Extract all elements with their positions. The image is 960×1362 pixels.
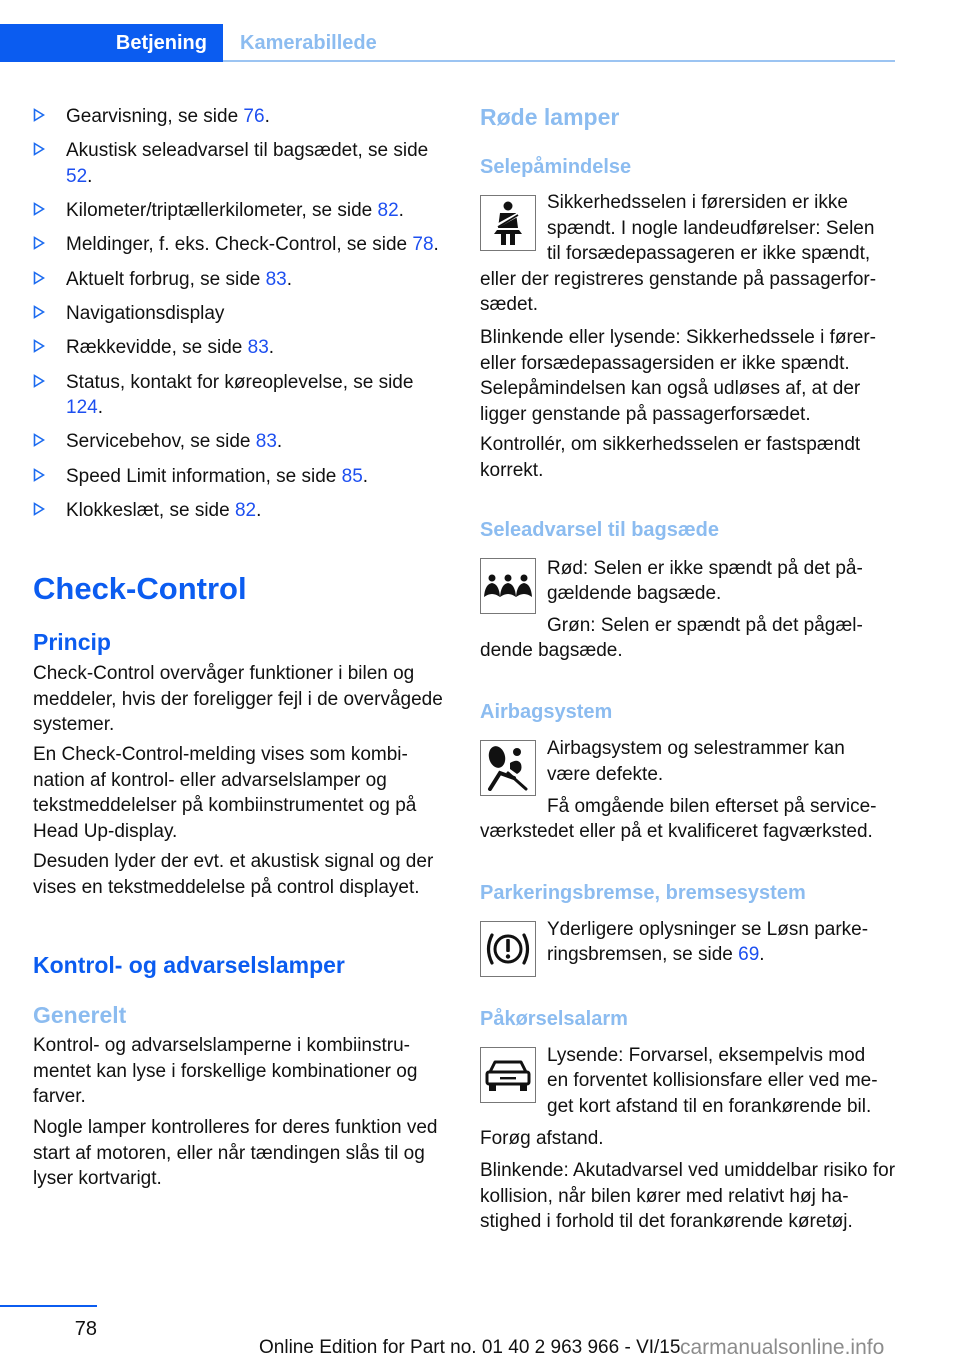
airbag-line-1: Airbagsystem og selestrammer kan bbox=[547, 738, 845, 759]
princip-paragraph-1: Check-Control overvåger funktioner i bilen og meddeler, hvis der foreligger fejl i de overvågede systemer. bbox=[33, 663, 443, 735]
list-item: Speed Limit information, se side 85. bbox=[33, 464, 453, 490]
page-link[interactable]: 83 bbox=[255, 431, 277, 453]
list-item: Akustisk seleadvarsel til bagsædet, se side 52. bbox=[33, 138, 453, 189]
selepaamindelse-line-2: spændt. I nogle landeudførelser: Selen bbox=[547, 218, 875, 239]
list-item: Kilometer/triptællerkilometer, se side 82. bbox=[33, 198, 453, 224]
page-link[interactable]: 78 bbox=[412, 234, 434, 256]
airbag-line-2: være defekte. bbox=[547, 764, 664, 785]
triangle-bullet-icon bbox=[33, 236, 47, 252]
paakoerselsalarm-paragraph-3: Blinkende: Akutadvarsel ved umiddelbar risiko for kollision, når bilen kører med relativt høj hastighed i forhold til det forankørende køretøj. bbox=[480, 1160, 896, 1232]
seleadvarsel-line-1: Rød: Selen er ikke spændt på det på- bbox=[547, 558, 863, 579]
list-item: Servicebehov, se side 83. bbox=[33, 429, 453, 455]
list-item: Gearvisning, se side 76. bbox=[33, 104, 453, 130]
parkeringsbremse-line-1: Yderligere oplysninger se Løsn parke- bbox=[547, 919, 869, 940]
triangle-bullet-icon bbox=[33, 433, 47, 449]
list-item: Status, kontakt for køreoplevelse, se side 124. bbox=[33, 370, 453, 421]
page-link[interactable]: 82 bbox=[234, 499, 257, 521]
seleadvarsel-line-2: gældende bagsæde. bbox=[547, 583, 722, 604]
heading-selepaamindelse: Selepåmindelse bbox=[480, 156, 632, 178]
triangle-bullet-icon bbox=[33, 305, 47, 321]
seleadvarsel-line-4: dende bagsæde. bbox=[480, 640, 623, 661]
general-paragraph-1: Kontrol- og advarselslamperne i kombiinstrumentet kan lyse i forskellige kombinationer og farver. bbox=[33, 1035, 418, 1107]
page-link[interactable]: 52 bbox=[66, 165, 88, 187]
selepaamindelse-paragraph-2: Blinkende eller lysende: Sikkerhedssele i fører- eller forsædepassagersiden er ikke spændt. Selepåmindelsen kan også udløses af, at der ligger genstande på passagerforsædet. bbox=[480, 327, 877, 425]
seatbelt-icon bbox=[480, 195, 536, 251]
page-link[interactable]: 83 bbox=[265, 268, 287, 290]
triangle-bullet-icon bbox=[33, 502, 47, 518]
list-item: Meldinger, f. eks. Check-Control, se side 78. bbox=[33, 232, 453, 258]
tab-kamerabillede[interactable]: Kamerabillede bbox=[240, 32, 377, 54]
page-link[interactable]: 85 bbox=[341, 465, 363, 487]
seleadvarsel-line-3: Grøn: Selen er spændt på det pågæl- bbox=[547, 615, 863, 636]
airbag-icon bbox=[480, 740, 536, 796]
paakoerselsalarm-line-1: Lysende: Forvarsel, eksempelvis mod bbox=[547, 1045, 866, 1066]
heading-seleadvarsel-bagsaede: Seleadvarsel til bagsæde bbox=[480, 519, 720, 541]
footer-divider bbox=[0, 1305, 97, 1307]
selepaamindelse-line-3: til forsædepassageren er ikke spændt, bbox=[547, 243, 871, 264]
brake-warning-icon bbox=[480, 921, 536, 977]
triangle-bullet-icon bbox=[33, 339, 47, 355]
airbag-line-4: værkstedet eller på et kvalificeret fagværksted. bbox=[480, 821, 873, 842]
rear-seat-belt-icon bbox=[480, 558, 536, 614]
header-divider bbox=[223, 60, 895, 62]
section-title-check-control: Check-Control bbox=[33, 571, 247, 606]
display-items-list bbox=[33, 104, 453, 532]
page-link[interactable]: 124 bbox=[66, 397, 98, 419]
paakoerselsalarm-line-3: get kort afstand til en forankørende bil. bbox=[547, 1096, 872, 1117]
selepaamindelse-paragraph-3: Kontrollér, om sikkerhedsselen er fastspændt korrekt. bbox=[480, 434, 861, 481]
triangle-bullet-icon bbox=[33, 271, 47, 287]
heading-paakoerselsalarm: Påkørselsalarm bbox=[480, 1008, 628, 1030]
page-link[interactable]: 82 bbox=[377, 200, 399, 222]
selepaamindelse-line-1: Sikkerhedsselen i førersiden er ikke bbox=[547, 192, 848, 213]
triangle-bullet-icon bbox=[33, 108, 47, 124]
selepaamindelse-line-4: eller der registreres genstande på passagerfor- bbox=[480, 269, 877, 290]
page-number: 78 bbox=[74, 1318, 97, 1340]
page-link[interactable]: 83 bbox=[247, 337, 269, 359]
triangle-bullet-icon bbox=[33, 142, 47, 158]
list-item: Rækkevidde, se side 83. bbox=[33, 335, 453, 361]
page-header bbox=[0, 24, 960, 62]
selepaamindelse-line-5: sædet. bbox=[480, 294, 539, 315]
heading-lamps: Kontrol- og advarselslamper bbox=[33, 952, 345, 978]
triangle-bullet-icon bbox=[33, 374, 47, 390]
princip-paragraph-3: Desuden lyder der evt. et akustisk signal og der vises en tekstmeddelelse på control displayet. bbox=[33, 851, 434, 898]
paakoerselsalarm-line-2: en forventet kollisionsfare eller ved me- bbox=[547, 1070, 878, 1091]
triangle-bullet-icon bbox=[33, 202, 47, 218]
triangle-bullet-icon bbox=[33, 468, 47, 484]
list-item: Aktuelt forbrug, se side 83. bbox=[33, 267, 453, 293]
heading-princip: Princip bbox=[33, 629, 111, 655]
heading-parkeringsbremse: Parkeringsbremse, bremsesystem bbox=[480, 882, 806, 904]
heading-generelt: Generelt bbox=[33, 1002, 127, 1028]
heading-roede-lamper: Røde lamper bbox=[480, 104, 620, 130]
paakoerselsalarm-paragraph-2: Forøg afstand. bbox=[480, 1128, 604, 1149]
tab-betjening[interactable]: Betjening bbox=[0, 24, 223, 62]
list-item: Navigationsdisplay bbox=[33, 301, 453, 327]
page-link[interactable]: 76 bbox=[243, 106, 265, 127]
watermark: carmanualsonline.info bbox=[680, 1336, 885, 1359]
edition-text: Online Edition for Part no. 01 40 2 963 966 - VI/15 bbox=[259, 1337, 681, 1358]
parkeringsbremse-line-2: ringsbremsen, se side 69. bbox=[547, 944, 765, 965]
airbag-line-3: Få omgående bilen efterset på service- bbox=[547, 796, 877, 817]
general-paragraph-2: Nogle lamper kontrolleres for deres funktion ved start af motoren, eller når tændingen slås til og lyser kortvarigt. bbox=[33, 1117, 438, 1189]
collision-warning-car-icon bbox=[480, 1047, 536, 1103]
list-item: Klokkeslæt, se side 82. bbox=[33, 498, 453, 524]
princip-paragraph-2: En Check-Control-melding vises som kombination af kontrol- eller advarselslamper og tekstmeddelelser på kombiinstrumentet og på Head Up-display. bbox=[33, 744, 417, 842]
page-link[interactable]: 69 bbox=[738, 944, 760, 965]
heading-airbagsystem: Airbagsystem bbox=[480, 701, 613, 723]
